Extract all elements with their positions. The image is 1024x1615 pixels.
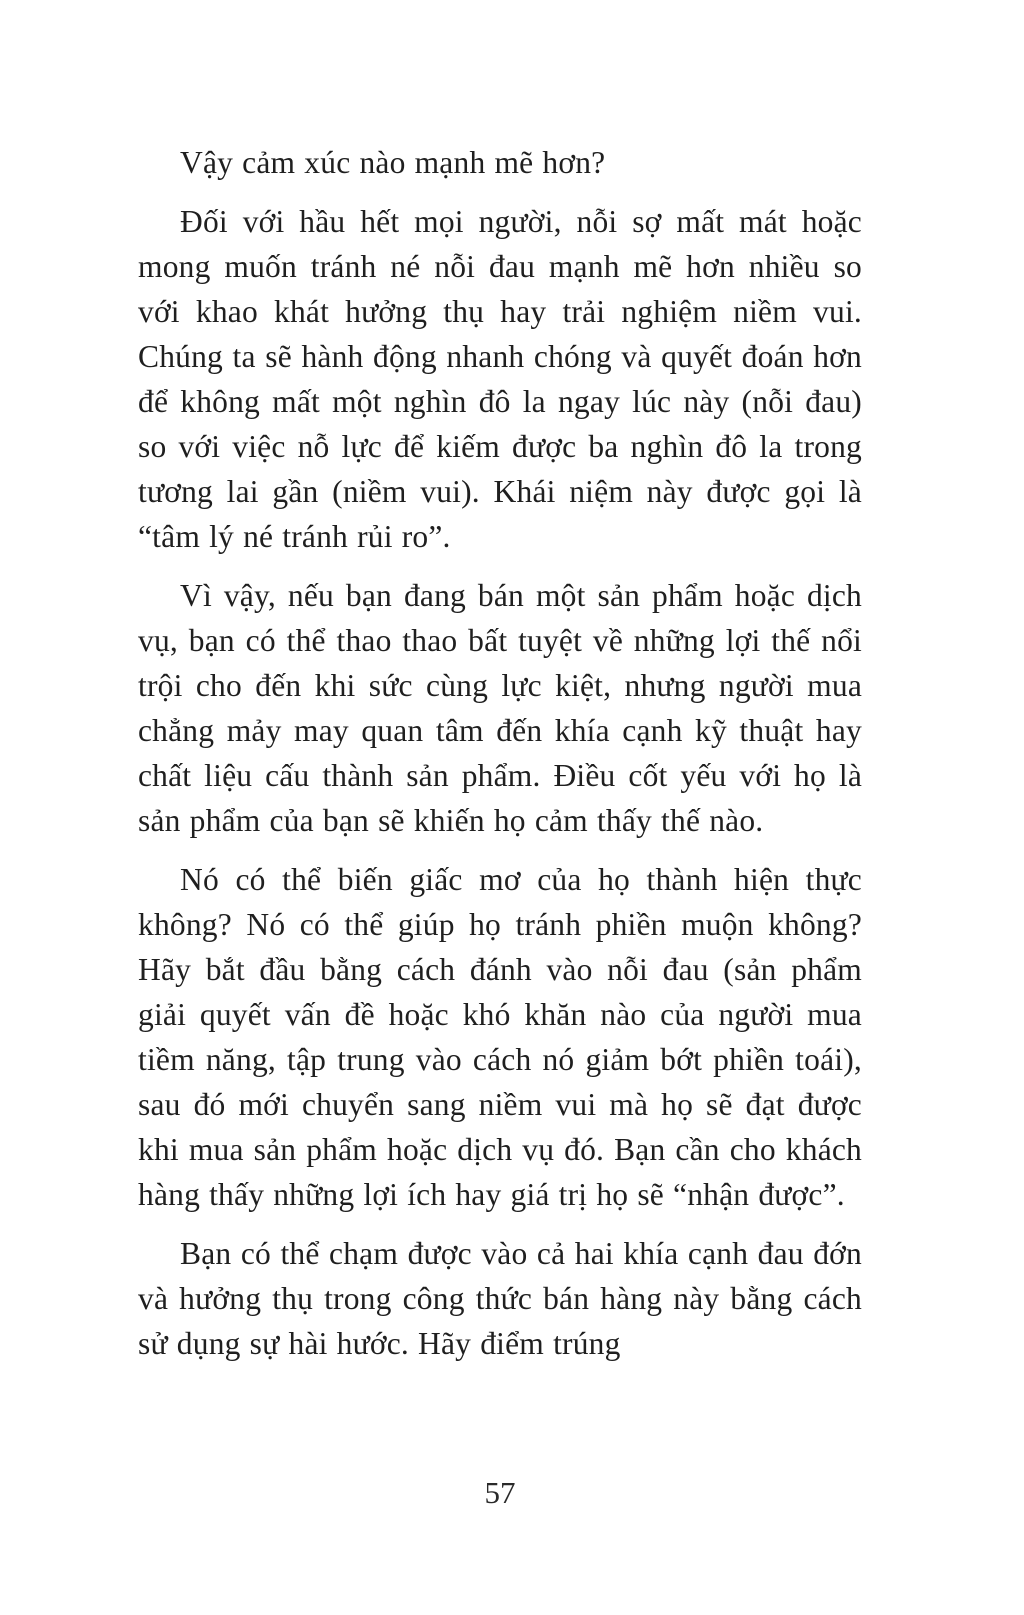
- paragraph: Đối với hầu hết mọi người, nỗi sợ mất mát hoặc mong muốn tránh né nỗi đau mạnh mẽ hơn nhiều so với khao khát hưởng thụ hay trải nghiệm niềm vui. Chúng ta sẽ hành động nhanh chóng và quyết đoán hơn để không mất một nghìn đô la ngay lúc này (nỗi đau) so với việc nỗ lực để kiếm được ba nghìn đô la trong tương lai gần (niềm vui). Khái niệm này được gọi là “tâm lý né tránh rủi ro”.: [138, 204, 862, 554]
- paragraph: Vì vậy, nếu bạn đang bán một sản phẩm hoặc dịch vụ, bạn có thể thao thao bất tuyệt về những lợi thế nổi trội cho đến khi sức cùng lực kiệt, nhưng người mua chẳng mảy may quan tâm đến khía cạnh kỹ thuật hay chất liệu cấu thành sản phẩm. Điều cốt yếu với họ là sản phẩm của bạn sẽ khiến họ cảm thấy thế nào.: [138, 578, 862, 838]
- page-number: 57: [484, 1475, 516, 1510]
- paragraph: Bạn có thể chạm được vào cả hai khía cạnh đau đớn và hưởng thụ trong công thức bán hàng này bằng cách sử dụng sự hài hước. Hãy điểm trúng: [138, 1236, 862, 1361]
- paragraph: Nó có thể biến giấc mơ của họ thành hiện thực không? Nó có thể giúp họ tránh phiền muộn không? Hãy bắt đầu bằng cách đánh vào nỗi đau (sản phẩm giải quyết vấn đề hoặc khó khăn nào của người mua tiềm năng, tập trung vào cách nó giảm bớt phiền toái), sau đó mới chuyển sang niềm vui mà họ sẽ đạt được khi mua sản phẩm hoặc dịch vụ đó. Bạn cần cho khách hàng thấy những lợi ích hay giá trị họ sẽ “nhận được”.: [138, 862, 862, 1212]
- page-text-block: [138, 140, 862, 1366]
- paragraph: Vậy cảm xúc nào mạnh mẽ hơn?: [180, 145, 606, 180]
